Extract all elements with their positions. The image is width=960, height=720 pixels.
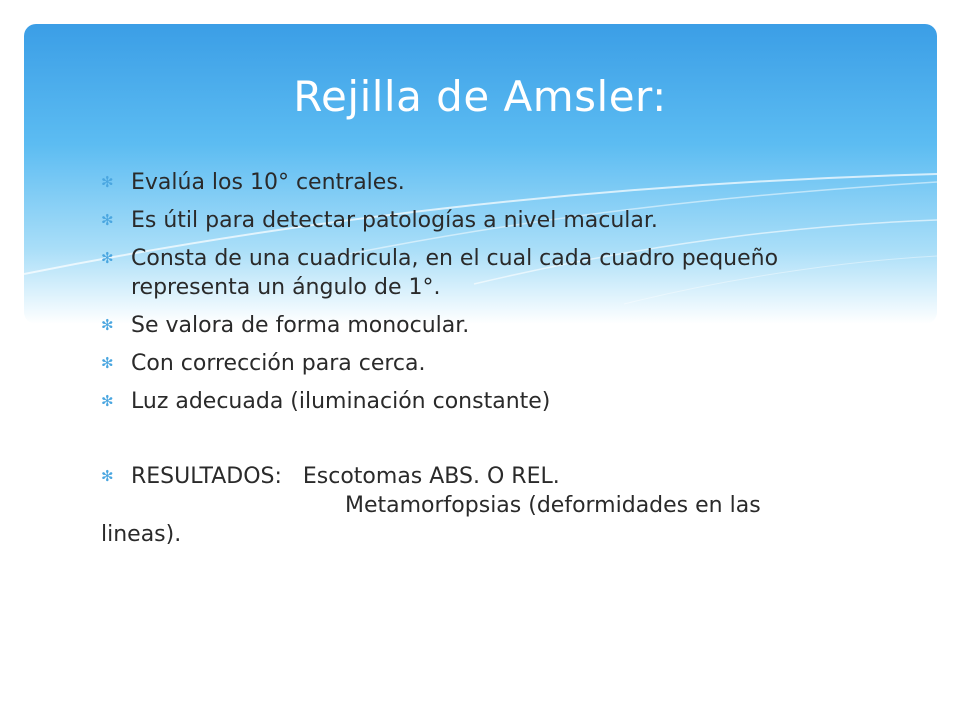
asterisk-bullet-icon: ✻ [101, 249, 114, 267]
bullet-text: Con corrección para cerca. [131, 351, 426, 376]
list-item [101, 387, 891, 416]
bullet-list [101, 168, 891, 416]
results-line-1 [131, 462, 891, 491]
slide-title: Rejilla de Amsler: [293, 72, 667, 121]
list-item [101, 206, 891, 235]
list-item [101, 311, 891, 340]
results-continuation: lineas). [101, 522, 182, 547]
results-scotoma: Escotomas ABS. O REL. [302, 464, 560, 489]
bullet-text: Evalúa los 10° centrales. [131, 170, 405, 195]
bullet-text: Es útil para detectar patologías a nivel macular. [131, 208, 658, 233]
bullet-text: Se valora de forma monocular. [131, 313, 470, 338]
asterisk-bullet-icon: ✻ [101, 173, 114, 191]
slide-content [101, 168, 891, 549]
asterisk-bullet-icon: ✻ [101, 211, 114, 229]
results-metamorphopsia: Metamorfopsias (deformidades en las [345, 493, 761, 518]
results-line-3 [101, 520, 891, 549]
list-item [101, 349, 891, 378]
bullet-text: Consta de una cuadricula, en el cual cada cuadro pequeño representa un ángulo de 1°. [131, 246, 779, 300]
results-block [101, 462, 891, 549]
list-item [101, 244, 891, 302]
results-label: RESULTADOS: [131, 464, 282, 489]
asterisk-bullet-icon: ✻ [101, 316, 114, 334]
list-item [101, 168, 891, 197]
bullet-text: Luz adecuada (iluminación constante) [131, 389, 551, 414]
results-line-2 [131, 491, 891, 520]
asterisk-bullet-icon: ✻ [101, 354, 114, 372]
asterisk-bullet-icon: ✻ [101, 467, 114, 485]
asterisk-bullet-icon: ✻ [101, 392, 114, 410]
